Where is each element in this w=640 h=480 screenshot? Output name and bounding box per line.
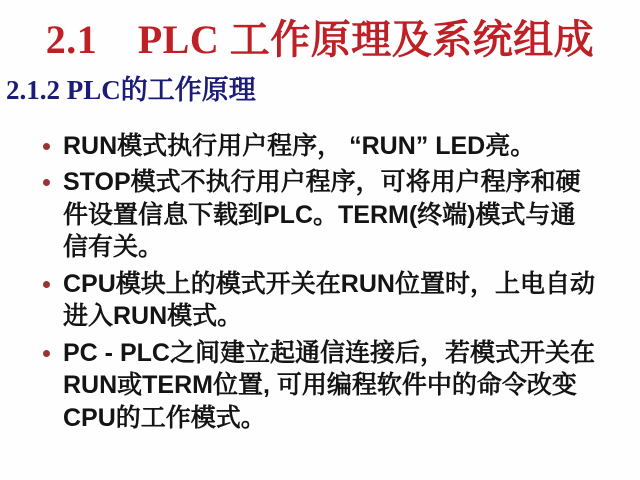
- bullet-text: CPU模块上的模式开关在RUN位置时，上电自动进入RUN模式。: [63, 269, 595, 331]
- section-subtitle: 2.1.2 PLC的工作原理: [6, 75, 256, 105]
- bullet-text: STOP模式不执行用户程序，可将用户程序和硬件设置信息下载到PLC。TERM(终端)模式与通信有关。: [63, 168, 581, 262]
- bullet-item: [40, 268, 600, 333]
- bullet-dot-icon: [43, 143, 50, 150]
- bullet-dot-icon: [43, 179, 50, 186]
- bullet-item: [40, 130, 600, 163]
- bullet-dot-icon: [43, 350, 50, 357]
- bullet-list: [0, 130, 640, 435]
- bullet-dot-icon: [43, 281, 50, 288]
- bullet-text: PC - PLC之间建立起通信连接后，若模式开关在RUN或TERM位置, 可用编程软件中的命令改变CPU的工作模式。: [63, 338, 595, 432]
- bullet-item: [40, 337, 600, 435]
- bullet-item: [40, 166, 600, 264]
- bullet-text: RUN模式执行用户程序， “RUN” LED亮。: [63, 131, 536, 160]
- page-title: 2.1 PLC 工作原理及系统组成: [45, 17, 595, 62]
